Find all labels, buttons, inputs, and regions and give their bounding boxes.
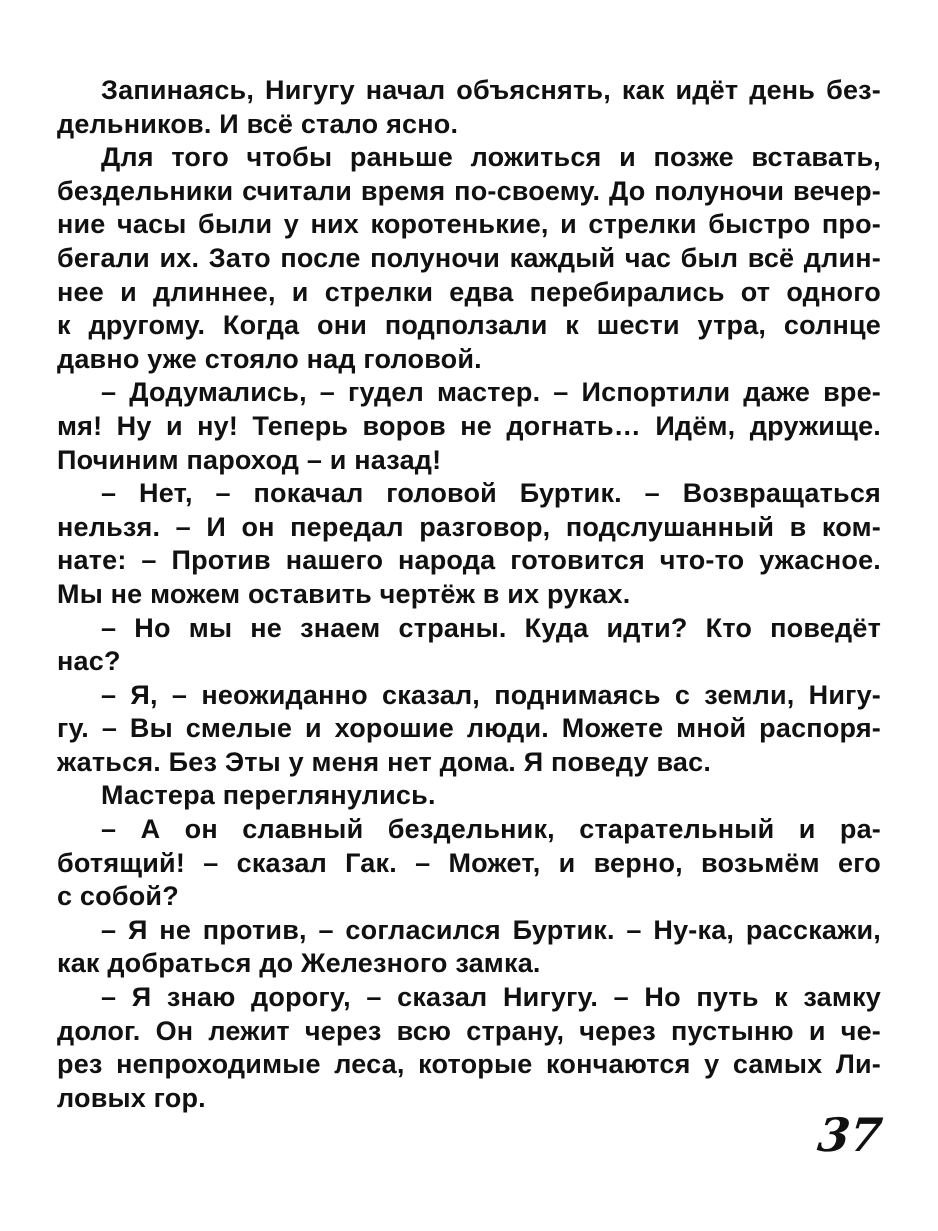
text-block — [57, 74, 881, 1115]
paragraph — [57, 141, 881, 376]
paragraph — [57, 376, 881, 477]
text-line: бегали их. Зато после полуночи каждый час был всё длин- — [57, 242, 881, 273]
text-line: гу. – Вы смелые и хорошие люди. Можете мной распоря- — [57, 713, 881, 744]
paragraph — [57, 914, 881, 981]
text-line: Мы не можем оставить чертёж в их руках. — [57, 578, 631, 609]
text-line: как добраться до Железного замка. — [57, 948, 541, 979]
text-line: Запинаясь, Нигугу начал объяснять, как идёт день без- — [101, 75, 881, 105]
text-line: рез непроходимые леса, которые кончаются у самых Ли- — [57, 1049, 881, 1080]
text-line: к другому. Когда они подползали к шести утра, солнце — [57, 310, 881, 341]
text-line: – Я знаю дорогу, – сказал Нигугу. – Но путь к замку — [101, 982, 881, 1013]
text-line: нее и длиннее, и стрелки едва перебирались от одного — [57, 276, 881, 307]
text-line: мя! Ну и ну! Теперь воров не догнать… Идём, дружище. — [57, 410, 881, 441]
text-line: жаться. Без Эты у меня нет дома. Я поведу вас. — [57, 746, 712, 777]
paragraph — [57, 779, 881, 813]
text-line: – Я, – неожиданно сказал, поднимаясь с земли, Нигу- — [101, 679, 881, 710]
text-line: нельзя. – И он передал разговор, подслушанный в ком- — [57, 511, 881, 542]
text-line: с собой? — [57, 881, 179, 912]
text-line: Мастера переглянулись. — [101, 780, 436, 811]
paragraph — [57, 612, 881, 679]
text-line: Для того чтобы раньше ложиться и позже вставать, — [101, 142, 881, 173]
text-line: нас? — [57, 646, 121, 677]
paragraph — [57, 679, 881, 780]
text-line: – Нет, – покачал головой Буртик. – Возвращаться — [101, 478, 881, 509]
text-line: Починим пароход – и назад! — [57, 444, 442, 475]
paragraph — [57, 74, 881, 141]
text-line: – А он славный бездельник, старательный и ра- — [101, 814, 881, 845]
text-line: давно уже стояло над головой. — [57, 343, 482, 374]
paragraph — [57, 981, 881, 1115]
text-line: ботящий! – сказал Гак. – Может, и верно, возьмём его — [57, 847, 881, 878]
text-line: ловых гор. — [57, 1082, 206, 1113]
text-line: ние часы были у них коротенькие, и стрелки быстро про- — [57, 209, 881, 240]
paragraph — [57, 813, 881, 914]
text-line: долог. Он лежит через всю страну, через пустыню и че- — [57, 1015, 881, 1046]
page-number: 37 — [815, 1108, 885, 1162]
text-line: нате: – Против нашего народа готовится что-то ужасное. — [57, 545, 881, 576]
text-line: дельников. И всё стало ясно. — [57, 108, 459, 139]
text-line: – Но мы не знаем страны. Куда идти? Кто поведёт — [101, 612, 881, 643]
paragraph — [57, 477, 881, 611]
text-line: бездельники считали время по-своему. До полуночи вечер- — [57, 175, 881, 206]
text-line: – Я не против, – согласился Буртик. – Ну-ка, расскажи, — [101, 914, 881, 945]
text-line: – Додумались, – гудел мастер. – Испортили даже вре- — [101, 377, 881, 408]
